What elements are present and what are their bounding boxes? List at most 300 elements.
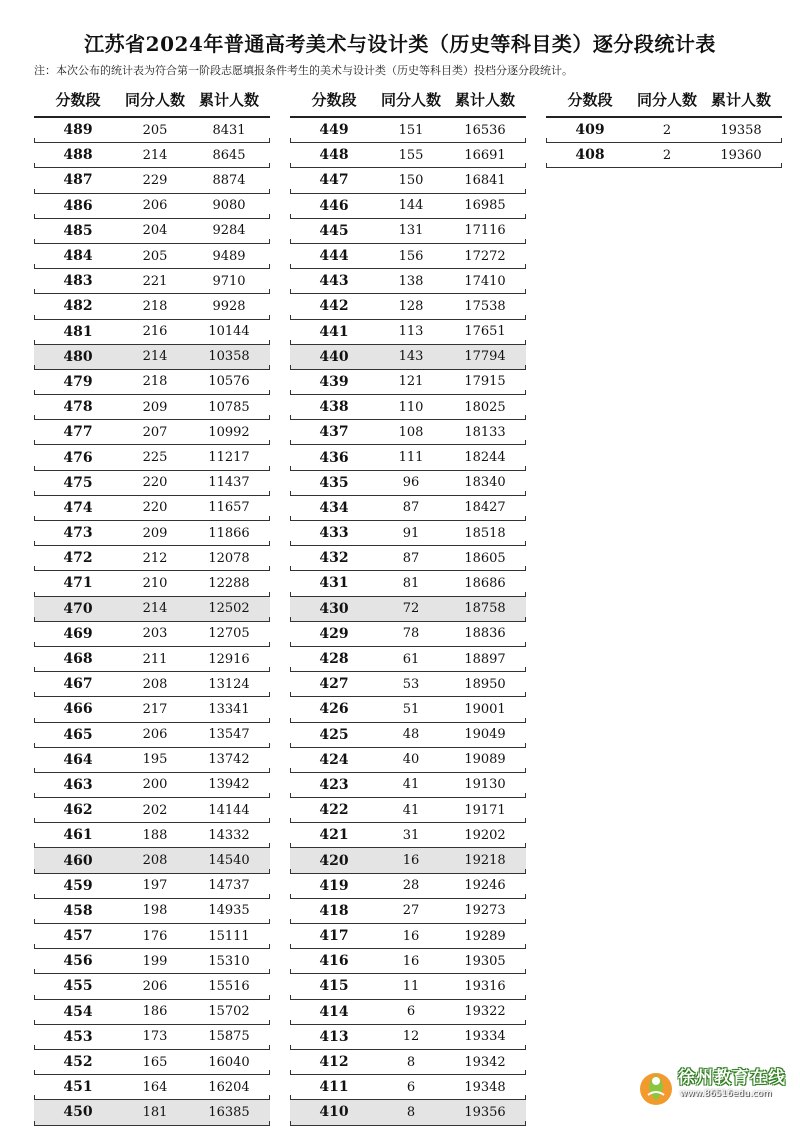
table-row [34,194,270,219]
cell-cumulative: 9928 [212,298,246,314]
cell-same-count: 2 [662,122,672,138]
table-row [290,395,526,420]
cell-score: 452 [63,1054,93,1071]
header-same-count: 同分人数 [636,90,697,109]
cell-same-count: 8 [406,1104,416,1120]
cell-score: 435 [319,474,349,491]
cell-cumulative: 19305 [464,953,506,969]
cell-same-count: 138 [398,273,424,289]
table-row [34,496,270,521]
cell-score: 413 [319,1028,349,1045]
cell-same-count: 205 [142,248,168,264]
cell-same-count: 164 [142,1079,168,1095]
cell-same-count: 229 [142,172,168,188]
cell-cumulative: 8431 [212,122,246,138]
cell-same-count: 221 [142,273,168,289]
table-row [34,647,270,672]
cell-same-count: 195 [142,752,168,768]
table-row [290,219,526,244]
cell-cumulative: 19171 [464,802,506,818]
cell-score: 426 [319,701,349,718]
cell-same-count: 143 [398,349,424,365]
cell-score: 478 [63,399,93,416]
cell-score: 459 [63,877,93,894]
cell-same-count: 209 [142,525,168,541]
watermark-name: 徐州教育在线 [678,1068,786,1088]
cell-score: 489 [63,122,93,139]
cell-score: 472 [63,550,93,567]
table-row [34,1025,270,1050]
cell-cumulative: 17410 [464,273,506,289]
cell-cumulative: 17794 [464,349,506,365]
column-header [290,86,526,112]
cell-cumulative: 8874 [212,172,246,188]
cell-score: 485 [63,222,93,239]
table-column-3 [546,86,782,168]
cell-score: 442 [319,298,349,315]
cell-score: 450 [63,1104,93,1121]
cell-cumulative: 18518 [464,525,506,541]
cell-same-count: 218 [142,298,168,314]
cell-cumulative: 14144 [208,802,250,818]
table-row [34,1000,270,1025]
table-row [290,194,526,219]
cell-same-count: 165 [142,1054,168,1070]
cell-same-count: 78 [402,626,420,642]
table-row [290,798,526,823]
cell-same-count: 220 [142,500,168,516]
cell-same-count: 41 [402,777,420,793]
cell-score: 486 [63,197,93,214]
cell-score: 453 [63,1028,93,1045]
education-logo-icon [636,1067,676,1107]
cell-score: 427 [319,676,349,693]
table-row [34,798,270,823]
table-row [290,622,526,647]
cell-same-count: 151 [398,122,424,138]
table-row [290,924,526,949]
cell-same-count: 214 [142,147,168,163]
table-row [290,521,526,546]
cell-same-count: 206 [142,978,168,994]
table-row [290,420,526,445]
cell-cumulative: 15702 [208,1004,250,1020]
cell-score: 482 [63,298,93,315]
cell-cumulative: 10144 [208,324,250,340]
table-row [290,244,526,269]
cell-same-count: 225 [142,450,168,466]
cell-cumulative: 19273 [464,903,506,919]
cell-cumulative: 15111 [208,928,250,944]
cell-same-count: 48 [402,727,420,743]
cell-score: 443 [319,273,349,290]
cell-score: 433 [319,525,349,542]
cell-same-count: 205 [142,122,168,138]
cell-cumulative: 12705 [208,626,250,642]
table-row [34,521,270,546]
cell-same-count: 207 [142,424,168,440]
cell-cumulative: 19289 [464,928,506,944]
cell-same-count: 216 [142,324,168,340]
cell-score: 488 [63,147,93,164]
table-row [290,1050,526,1075]
cell-cumulative: 19316 [464,978,506,994]
table-row [290,899,526,924]
cell-same-count: 208 [142,676,168,692]
table-row [34,1050,270,1075]
cell-score: 421 [319,827,349,844]
cell-same-count: 211 [142,651,168,667]
cell-same-count: 206 [142,198,168,214]
cell-same-count: 209 [142,399,168,415]
cell-score: 410 [319,1104,349,1121]
cell-score: 417 [319,928,349,945]
cell-score: 409 [575,122,605,139]
cell-same-count: 188 [142,827,168,843]
cell-cumulative: 15310 [208,953,250,969]
watermark [636,1063,786,1109]
cell-score: 431 [319,575,349,592]
table-row [290,1100,526,1125]
cell-cumulative: 17651 [464,324,506,340]
table-row [290,597,526,622]
cell-score: 480 [63,348,93,365]
cell-cumulative: 16841 [464,172,506,188]
table-row [34,899,270,924]
cell-score: 418 [319,902,349,919]
cell-cumulative: 13742 [208,752,250,768]
cell-score: 477 [63,424,93,441]
cell-same-count: 87 [402,500,420,516]
cell-score: 483 [63,273,93,290]
cell-score: 445 [319,222,349,239]
cell-score: 439 [319,373,349,390]
cell-score: 481 [63,323,93,340]
cell-same-count: 40 [402,752,420,768]
cell-same-count: 128 [398,298,424,314]
cell-cumulative: 9284 [212,223,246,239]
table-note: 注：本次公布的统计表为符合第一阶段志愿填报条件考生的美术与设计类（历史等科目类）投档分逐分段统计。 [34,64,573,77]
table-row [34,420,270,445]
cell-score: 434 [319,499,349,516]
cell-score: 471 [63,575,93,592]
table-row [290,496,526,521]
table-row [34,294,270,319]
table-row [34,773,270,798]
cell-cumulative: 17272 [464,248,506,264]
cell-same-count: 113 [398,324,424,340]
cell-cumulative: 18244 [464,450,506,466]
table-rows [546,116,782,168]
table-row [34,723,270,748]
cell-cumulative: 13547 [208,727,250,743]
cell-score: 416 [319,953,349,970]
cell-same-count: 6 [406,1004,416,1020]
cell-score: 429 [319,625,349,642]
cell-score: 444 [319,248,349,265]
cell-cumulative: 12078 [208,550,250,566]
cell-score: 484 [63,248,93,265]
cell-same-count: 204 [142,223,168,239]
table-row [290,1075,526,1100]
cell-same-count: 41 [402,802,420,818]
cell-cumulative: 19130 [464,777,506,793]
cell-cumulative: 15875 [208,1029,250,1045]
cell-same-count: 53 [402,676,420,692]
cell-same-count: 206 [142,727,168,743]
cell-score: 424 [319,751,349,768]
cell-score: 420 [319,852,349,869]
cell-cumulative: 12288 [208,575,250,591]
cell-cumulative: 17538 [464,298,506,314]
cell-cumulative: 10785 [208,399,250,415]
cell-score: 462 [63,802,93,819]
header-score: 分数段 [55,90,101,109]
cell-same-count: 186 [142,1004,168,1020]
table-row [34,445,270,470]
cell-same-count: 199 [142,953,168,969]
cell-score: 446 [319,197,349,214]
cell-same-count: 203 [142,626,168,642]
cell-score: 408 [575,147,605,164]
cell-score: 487 [63,172,93,189]
cell-same-count: 8 [406,1054,416,1070]
cell-score: 451 [63,1079,93,1096]
table-row [34,269,270,294]
cell-same-count: 214 [142,349,168,365]
cell-same-count: 212 [142,550,168,566]
cell-cumulative: 18427 [464,500,506,516]
cell-same-count: 11 [402,978,420,994]
table-row [34,848,270,873]
cell-cumulative: 11657 [208,500,250,516]
cell-same-count: 16 [402,953,420,969]
cell-cumulative: 18686 [464,575,506,591]
cell-cumulative: 19348 [464,1079,506,1095]
cell-cumulative: 19049 [464,727,506,743]
cell-cumulative: 14737 [208,878,250,894]
table-row [34,244,270,269]
cell-cumulative: 16204 [208,1079,250,1095]
table-row [290,874,526,899]
cell-cumulative: 14935 [208,903,250,919]
cell-cumulative: 10576 [208,374,250,390]
header-cumulative: 累计人数 [454,90,515,109]
cell-cumulative: 18836 [464,626,506,642]
cell-cumulative: 13942 [208,777,250,793]
table-row [290,748,526,773]
table-row [290,294,526,319]
cell-cumulative: 19334 [464,1029,506,1045]
cell-cumulative: 11866 [208,525,250,541]
cell-score: 456 [63,953,93,970]
cell-score: 465 [63,726,93,743]
cell-same-count: 197 [142,878,168,894]
cell-same-count: 173 [142,1029,168,1045]
table-row [290,1025,526,1050]
table-row [290,1000,526,1025]
table-rows [290,116,526,1126]
cell-same-count: 176 [142,928,168,944]
cell-score: 473 [63,525,93,542]
table-row [34,622,270,647]
cell-score: 423 [319,776,349,793]
cell-cumulative: 10992 [208,424,250,440]
table-row [34,974,270,999]
cell-score: 466 [63,701,93,718]
header-same-count: 同分人数 [124,90,185,109]
cell-same-count: 16 [402,928,420,944]
table-row [546,118,782,143]
table-row [34,219,270,244]
cell-same-count: 202 [142,802,168,818]
cell-cumulative: 13124 [208,676,250,692]
cell-score: 448 [319,147,349,164]
header-same-count: 同分人数 [380,90,441,109]
cell-same-count: 150 [398,172,424,188]
cell-score: 457 [63,928,93,945]
cell-cumulative: 16385 [208,1104,250,1120]
cell-cumulative: 19356 [464,1104,506,1120]
table-row [290,143,526,168]
table-row [34,345,270,370]
cell-cumulative: 18758 [464,601,506,617]
table-row [34,546,270,571]
cell-score: 469 [63,625,93,642]
table-row [290,370,526,395]
cell-same-count: 156 [398,248,424,264]
cell-score: 414 [319,1003,349,1020]
table-row [34,949,270,974]
cell-cumulative: 9489 [212,248,246,264]
table-row [34,370,270,395]
cell-cumulative: 14540 [208,853,250,869]
cell-same-count: 111 [398,450,424,466]
cell-cumulative: 16691 [464,147,506,163]
cell-cumulative: 19360 [720,147,762,163]
cell-cumulative: 18025 [464,399,506,415]
table-row [34,168,270,193]
table-row [290,445,526,470]
cell-same-count: 28 [402,878,420,894]
cell-score: 461 [63,827,93,844]
cell-same-count: 51 [402,701,420,717]
cell-score: 432 [319,550,349,567]
table-row [34,748,270,773]
table-row [34,672,270,697]
cell-score: 455 [63,978,93,995]
cell-same-count: 6 [406,1079,416,1095]
table-row [34,874,270,899]
table-row [290,345,526,370]
cell-cumulative: 12502 [208,601,250,617]
table-row [290,546,526,571]
cell-score: 440 [319,348,349,365]
cell-same-count: 131 [398,223,424,239]
cell-same-count: 27 [402,903,420,919]
cell-same-count: 12 [402,1029,420,1045]
cell-score: 430 [319,600,349,617]
cell-score: 449 [319,122,349,139]
cell-score: 468 [63,651,93,668]
cell-cumulative: 13341 [208,701,250,717]
cell-same-count: 208 [142,853,168,869]
header-score: 分数段 [311,90,357,109]
cell-score: 447 [319,172,349,189]
cell-same-count: 220 [142,475,168,491]
cell-same-count: 210 [142,575,168,591]
cell-score: 425 [319,726,349,743]
table-rows [34,116,270,1126]
column-header [34,86,270,112]
table-row [290,471,526,496]
cell-same-count: 200 [142,777,168,793]
table-row [34,597,270,622]
cell-same-count: 61 [402,651,420,667]
table-column-1 [34,86,270,1126]
table-row [34,118,270,143]
cell-cumulative: 17915 [464,374,506,390]
table-row [290,697,526,722]
cell-cumulative: 18950 [464,676,506,692]
cell-same-count: 121 [398,374,424,390]
table-row [290,823,526,848]
cell-score: 437 [319,424,349,441]
table-column-2 [290,86,526,1126]
cell-same-count: 2 [662,147,672,163]
cell-same-count: 16 [402,853,420,869]
cell-cumulative: 18340 [464,475,506,491]
table-row [34,395,270,420]
cell-cumulative: 8645 [212,147,246,163]
cell-cumulative: 16985 [464,198,506,214]
cell-cumulative: 11217 [208,450,250,466]
cell-score: 458 [63,902,93,919]
cell-cumulative: 12916 [208,651,250,667]
header-cumulative: 累计人数 [198,90,259,109]
cell-same-count: 108 [398,424,424,440]
cell-same-count: 181 [142,1104,168,1120]
table-row [290,168,526,193]
cell-score: 436 [319,449,349,466]
table-row [290,320,526,345]
table-row [34,823,270,848]
cell-same-count: 144 [398,198,424,214]
cell-same-count: 198 [142,903,168,919]
cell-score: 476 [63,449,93,466]
cell-same-count: 96 [402,475,420,491]
cell-cumulative: 11437 [208,475,250,491]
table-row [34,1075,270,1100]
cell-score: 479 [63,373,93,390]
cell-cumulative: 10358 [208,349,250,365]
table-row [290,672,526,697]
cell-same-count: 217 [142,701,168,717]
cell-score: 412 [319,1054,349,1071]
cell-cumulative: 19001 [464,701,506,717]
cell-cumulative: 19322 [464,1004,506,1020]
page-title: 江苏省2024年普通高考美术与设计类（历史等科目类）逐分段统计表 [84,32,716,56]
cell-score: 441 [319,323,349,340]
cell-cumulative: 19089 [464,752,506,768]
cell-score: 463 [63,776,93,793]
table-row [290,269,526,294]
table-row [290,723,526,748]
cell-same-count: 87 [402,550,420,566]
cell-cumulative: 19358 [720,122,762,138]
cell-cumulative: 18133 [464,424,506,440]
cell-score: 428 [319,651,349,668]
